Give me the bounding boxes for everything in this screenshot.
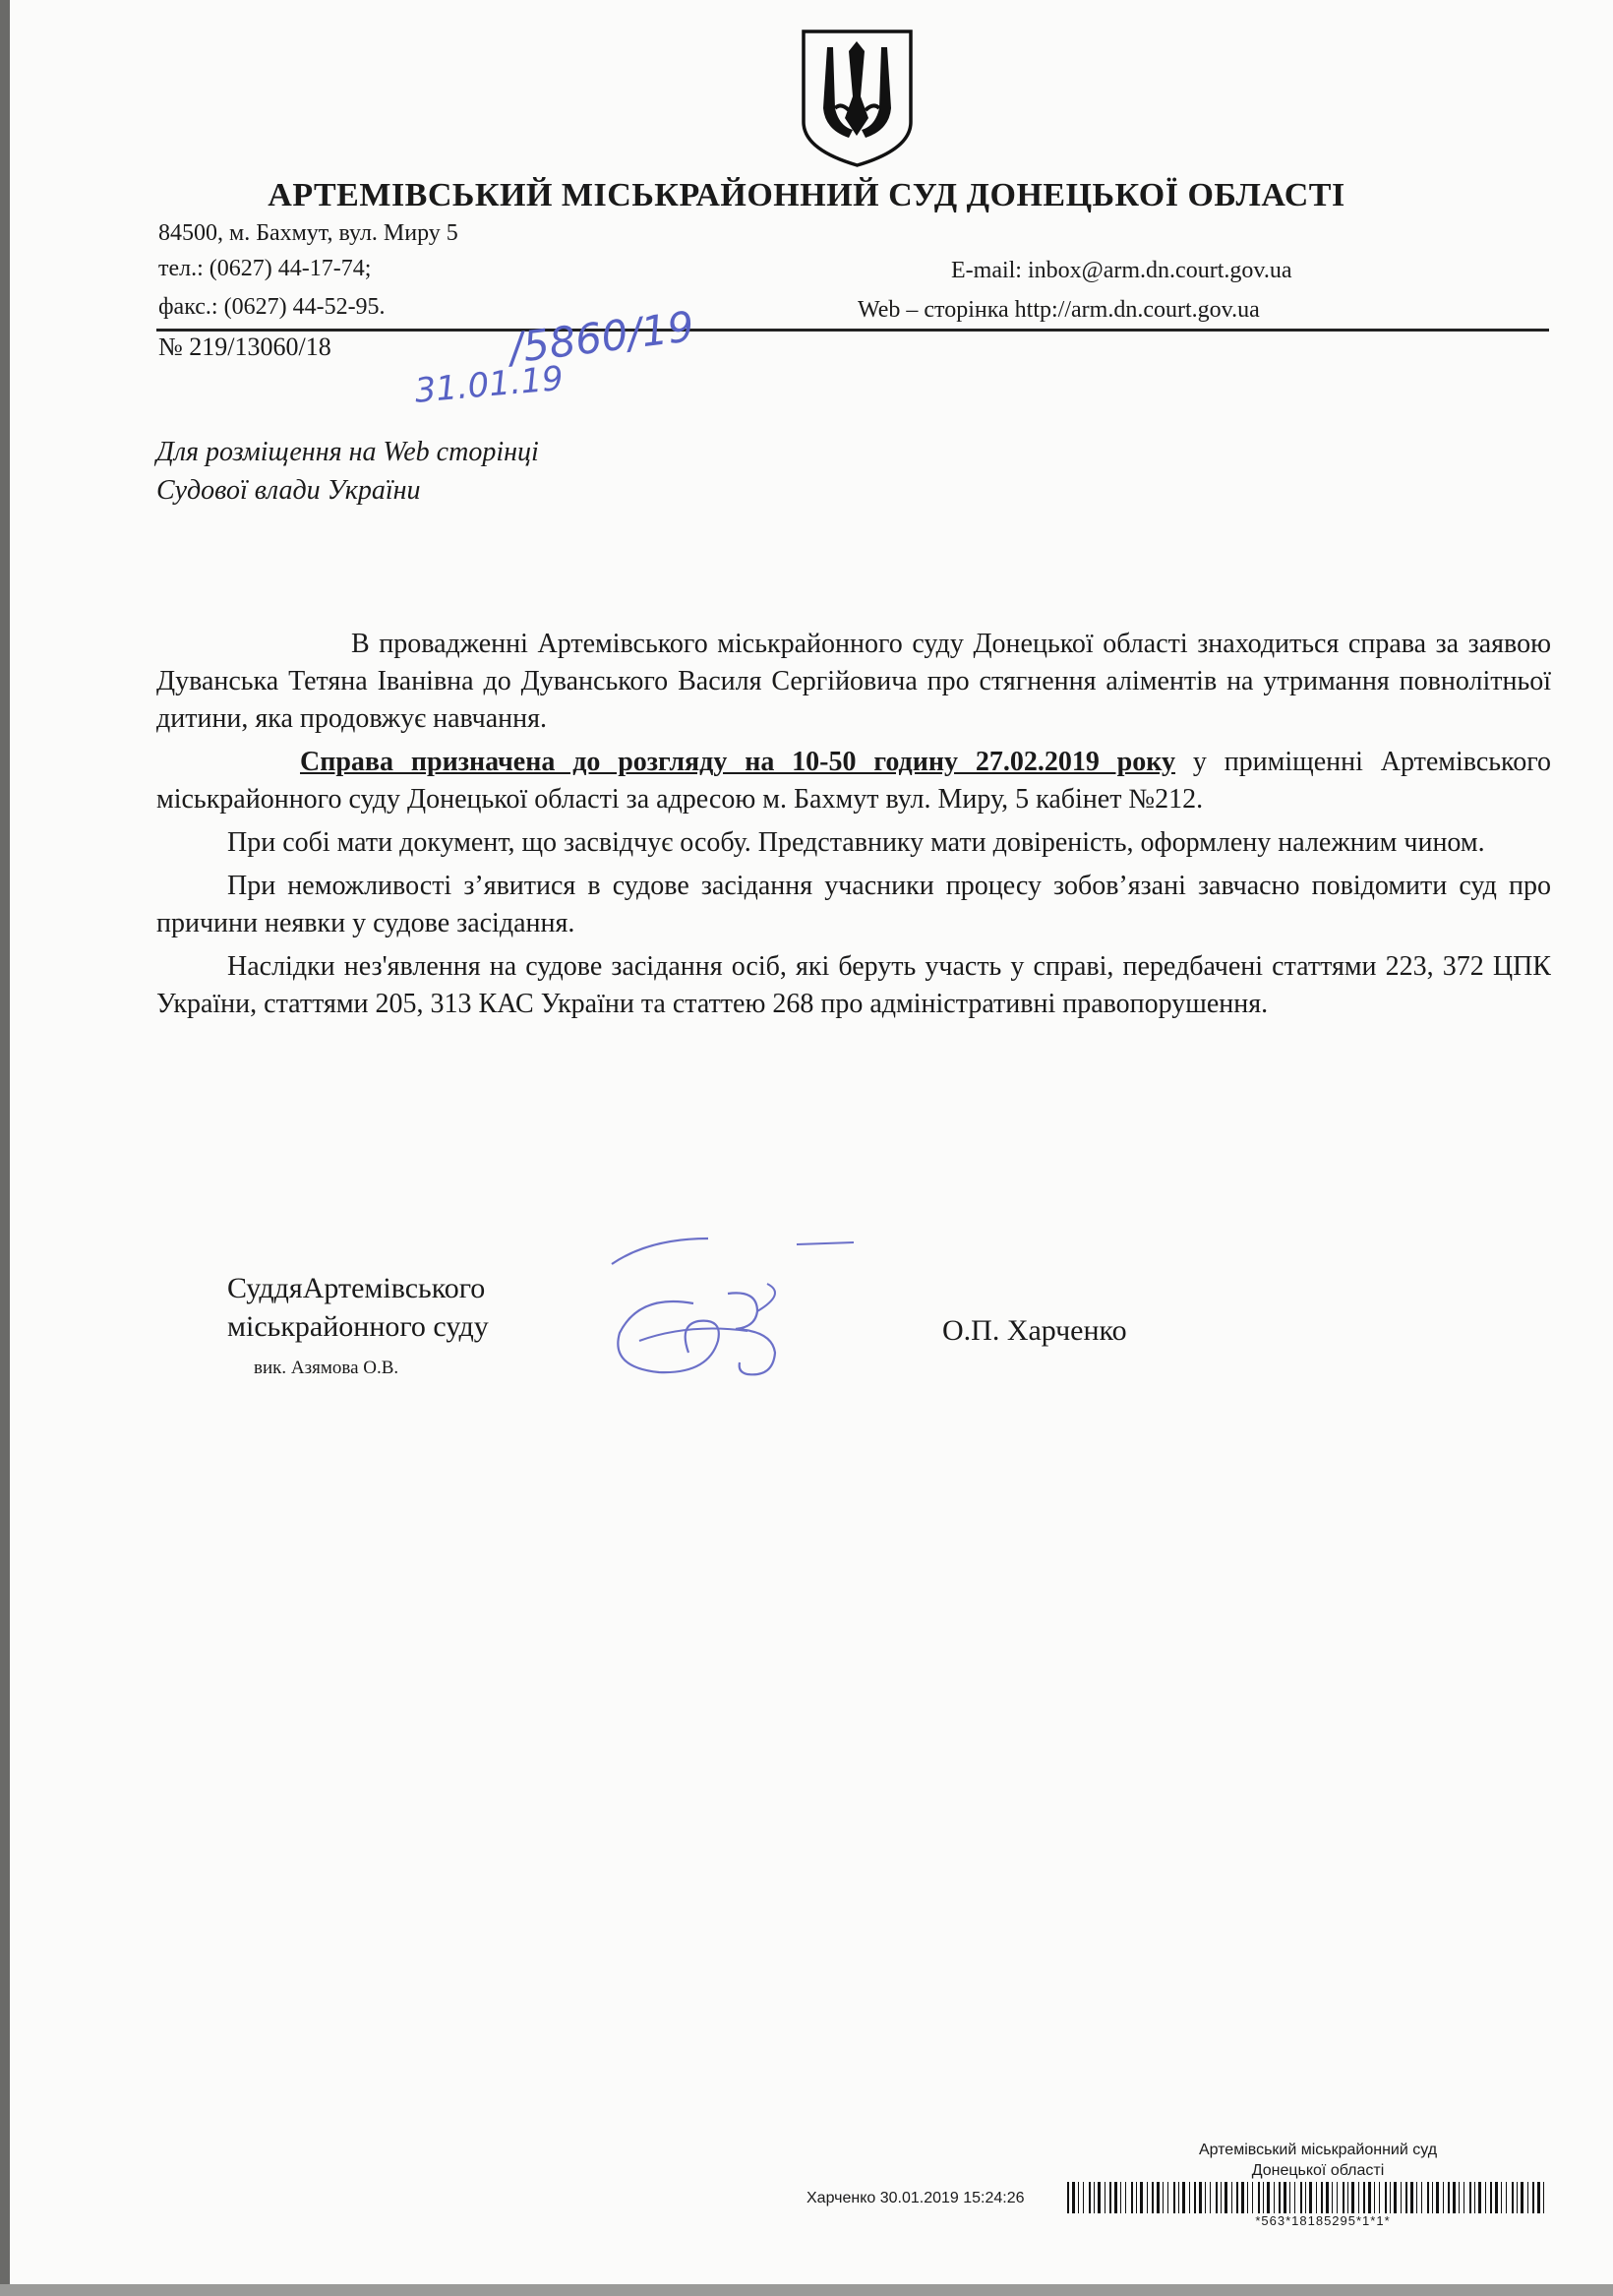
handwritten-registration-date: 31.01.19 <box>413 358 566 411</box>
hearing-datetime: Справа призначена до розгляду на 10-50 годину 27.02.2019 року <box>300 747 1175 777</box>
notice-body <box>156 626 1551 1029</box>
barcode-icon <box>1067 2182 1549 2213</box>
trident-emblem-icon <box>800 28 915 169</box>
handwritten-registration-number: /5860/19 <box>507 302 697 373</box>
paragraph-case: В провадженні Артемівського міськрайонного суду Донецької області знаходиться справа за заявою Дуванська Тетяна Іванівна до Дуванського Василя Сергійовича про стягнення аліментів на утримання повнолітньої дитини, яка продовжує навчання. <box>156 629 1551 734</box>
court-fax: факс.: (0627) 44-52-95. <box>158 294 386 320</box>
destination-line-2: Судової влади України <box>156 475 421 506</box>
hearing-location: у приміщенні Артемівського міськрайонного суду Донецької області за адресою м. Бахмут вул. Миру, 5 кабінет №212. <box>156 747 1551 815</box>
paragraph-consequences: Наслідки нез'явлення на судове засідання осіб, які беруть участь у справі, передбачені статтями 223, 372 ЦПК України, статтями 205, 313 КАС України та статтею 268 про адміністративні правопорушення. <box>156 951 1551 1019</box>
paragraph-absence: При неможливості з’явитися в судове засідання учасники процесу зобов’язані завчасно повідомити суд про причини неявки у судове засідання. <box>156 871 1551 938</box>
paragraph-hearing <box>156 744 1551 818</box>
court-name: АРТЕМІВСЬКИЙ МІСЬКРАЙОННИЙ СУД ДОНЕЦЬКОЇ ОБЛАСТІ <box>268 177 1345 213</box>
stamp-signer-datetime: Харченко 30.01.2019 15:24:26 <box>806 2190 1025 2206</box>
stamp-org-line-2: Донецької області <box>1251 2162 1385 2179</box>
paragraph-documents: При собі мати документ, що засвідчує особу. Представнику мати довіреність, оформлену належним чином. <box>227 827 1485 858</box>
court-email: E-mail: inbox@arm.dn.court.gov.ua <box>951 258 1292 283</box>
destination-line-1: Для розміщення на Web сторінці <box>156 437 539 467</box>
court-website: Web – сторінка http://arm.dn.court.gov.ua <box>858 297 1260 323</box>
barcode-text: *563*18185295*1*1* <box>1255 2213 1391 2228</box>
court-address: 84500, м. Бахмут, вул. Миру 5 <box>158 220 458 246</box>
scan-bottom-edge <box>0 2284 1613 2296</box>
case-number: № 219/13060/18 <box>158 332 331 361</box>
judge-title-line-2: міськрайонного суду <box>227 1310 489 1343</box>
judge-title-line-1: СуддяАртемівського <box>227 1272 486 1304</box>
e-signature-stamp <box>1082 2140 1554 2181</box>
destination-note <box>156 433 539 510</box>
court-phone: тел.: (0627) 44-17-74; <box>158 256 372 281</box>
judge-title <box>227 1269 489 1346</box>
handwritten-signature <box>600 1225 866 1392</box>
judge-name: О.П. Харченко <box>942 1314 1127 1347</box>
scan-left-edge <box>0 0 10 2296</box>
stamp-org-line-1: Артемівський міськрайонний суд <box>1198 2142 1438 2158</box>
header-divider <box>156 329 1549 332</box>
executor-name: вик. Азямова О.В. <box>254 1358 399 1378</box>
